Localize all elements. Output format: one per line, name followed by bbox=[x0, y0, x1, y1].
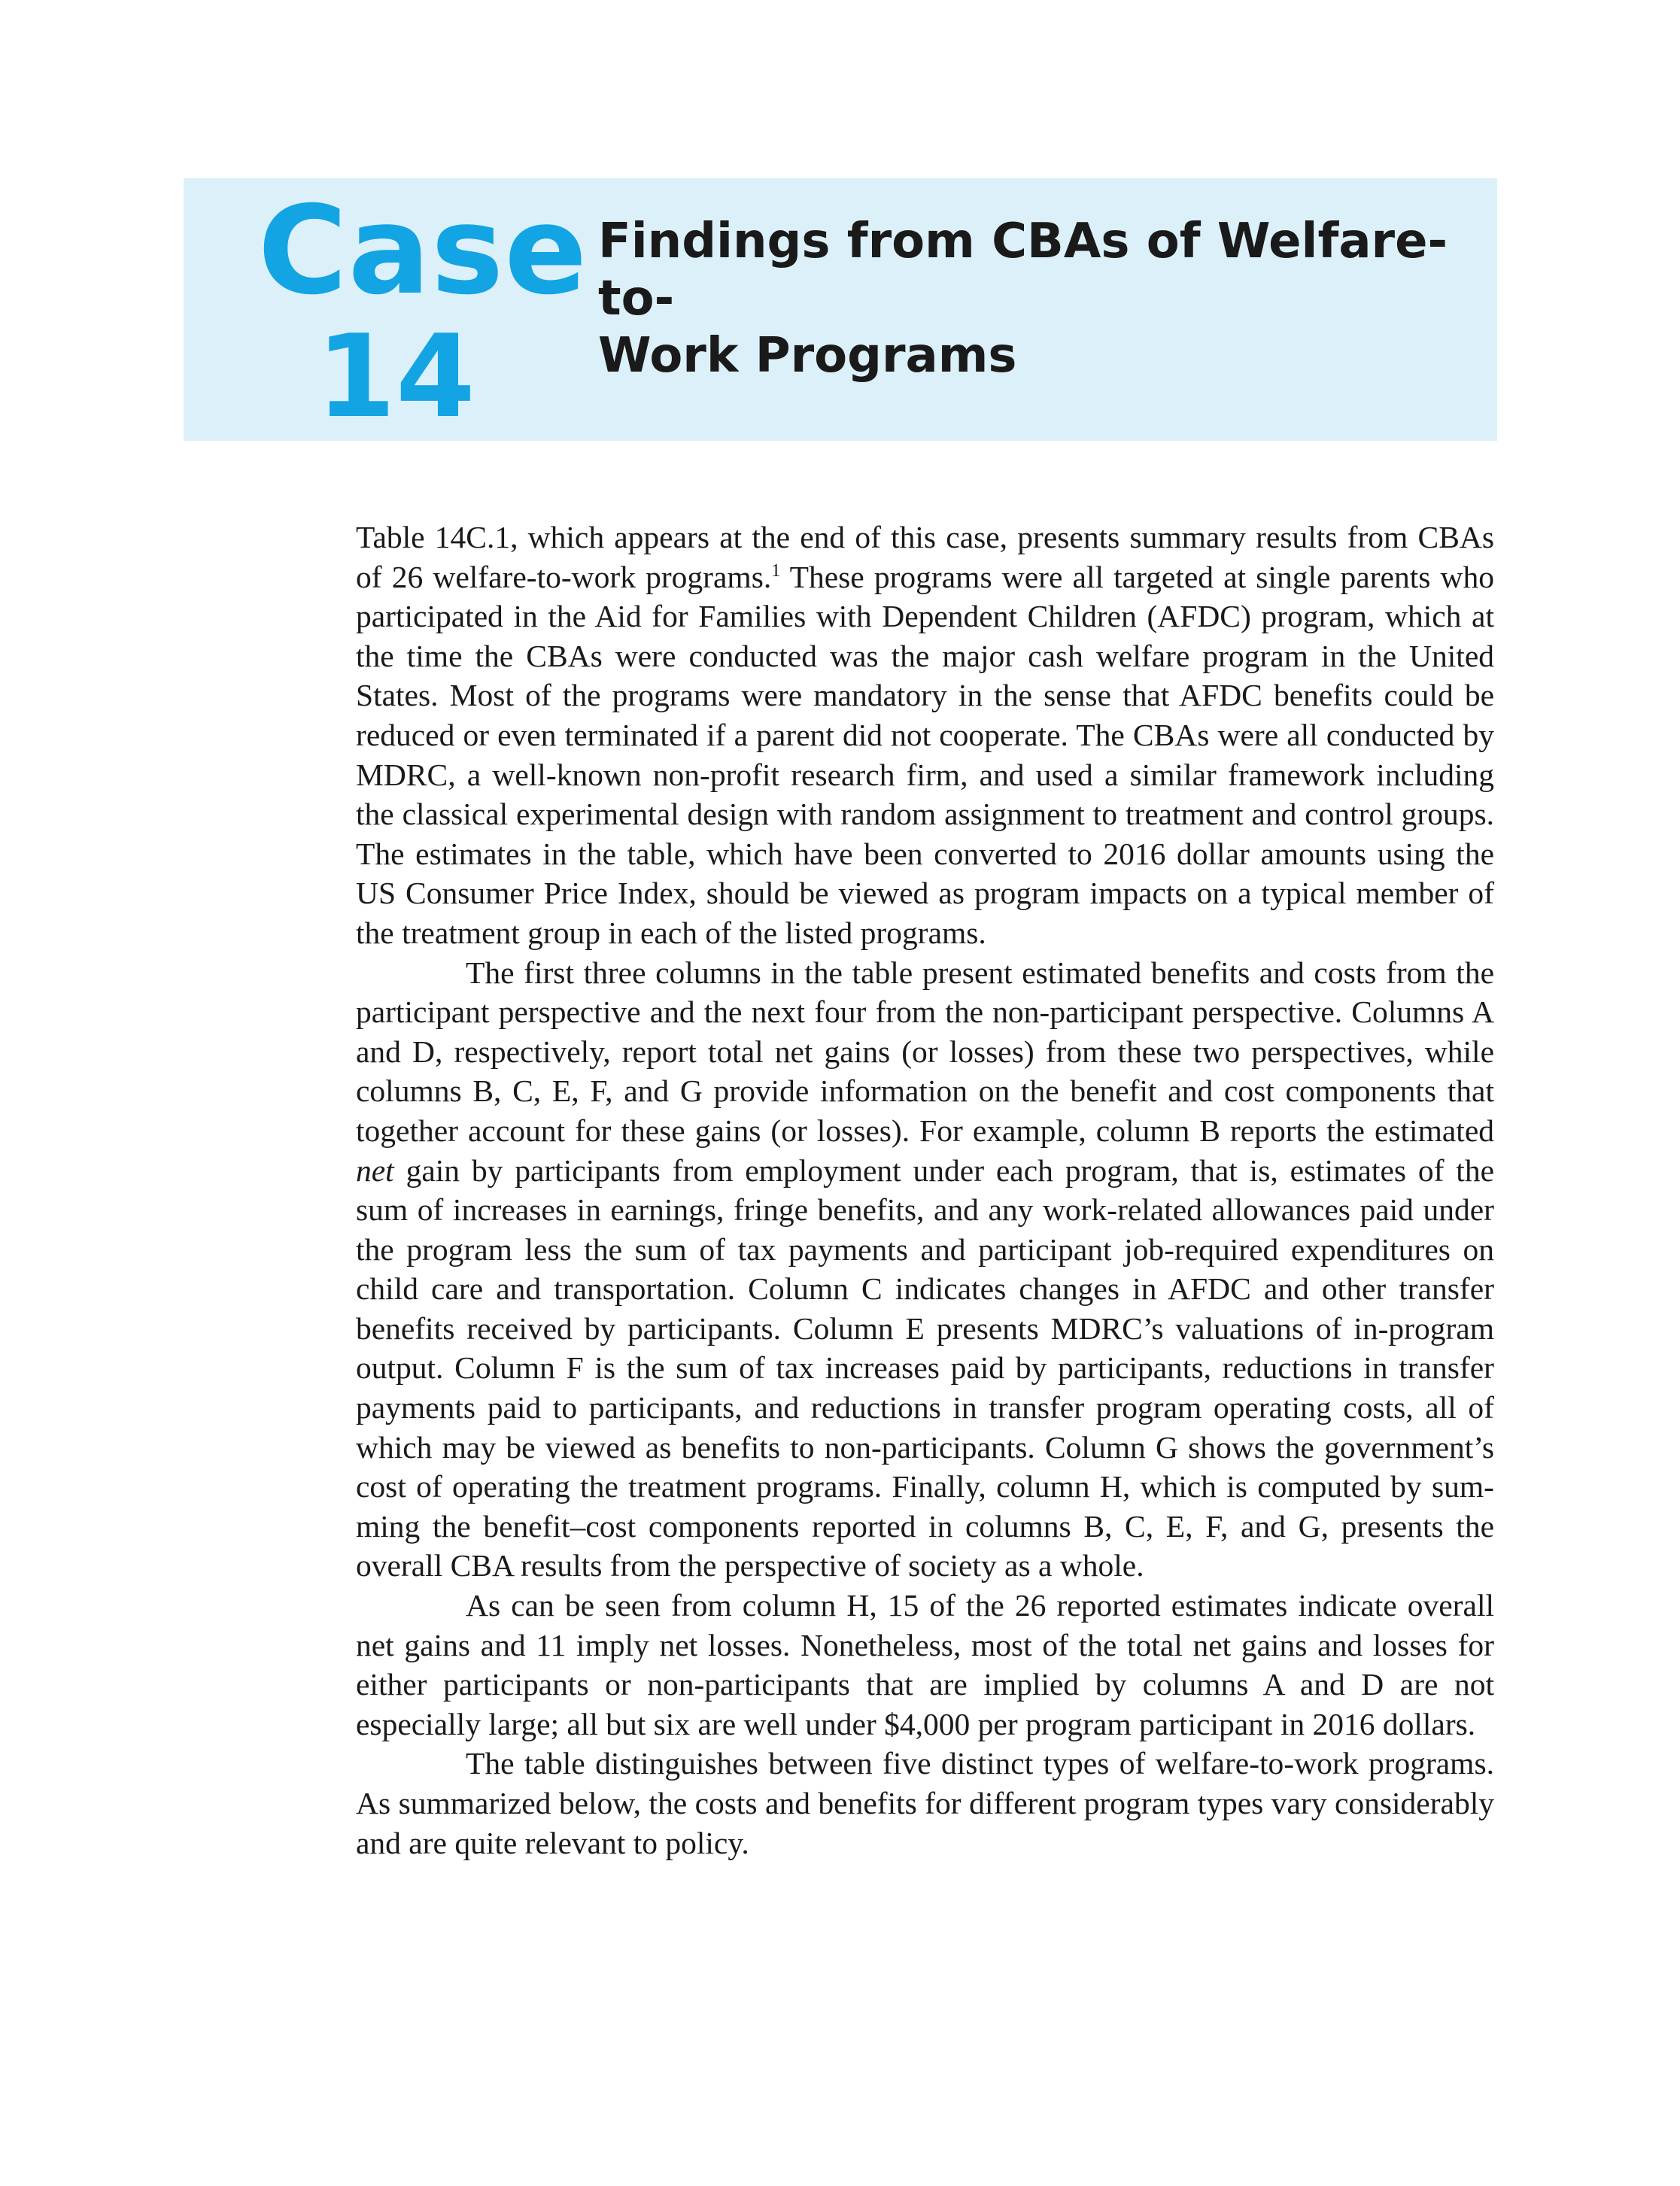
paragraph-4: The table distinguishes between five distinct types of welfare-to-work programs. As summarized below, the costs and benefits for different program types vary considerably and are quite relevant to policy. bbox=[356, 1746, 1494, 1860]
case-label: Case bbox=[257, 181, 588, 322]
chapter-title-line-1: Findings from CBAs of Welfare-to- bbox=[598, 214, 1448, 326]
body-text bbox=[356, 518, 1494, 1863]
case-number: 14 bbox=[316, 310, 475, 443]
footnote-marker[interactable]: 1 bbox=[771, 560, 781, 581]
case-label-block bbox=[257, 181, 593, 443]
chapter-title bbox=[598, 213, 1486, 384]
paragraph-1-lead: Table 14C.1, which appears at the end of this case, presents summary results from CBAs of 26 welfare-to-work programs. bbox=[356, 520, 1494, 594]
paragraph-2-lead: The first three columns in the table present estimated benefits and costs from the participant perspective and the next four from the non-participant perspective. Columns A and D, respectively, report total net gains (or losses) from these two perspectives, while columns B, C, E, F, and G provide information on the benefit and cost components that together account for these gains (or losses). For example, column B reports the estimated bbox=[356, 955, 1494, 1148]
paragraph-3: As can be seen from column H, 15 of the 26 reported estimates indicate overall net gains and 11 imply net losses. Nonetheless, most of the total net gains and losses for either participants or non-participants that are implied by columns A and D are not especially large; all but six are well under $4,000 per program participant in 2016 dollars. bbox=[356, 1588, 1494, 1741]
paragraph-2 bbox=[356, 953, 1494, 1586]
paragraph-1 bbox=[356, 518, 1494, 953]
paragraph-1-rest: These programs were all targeted at single parents who participated in the Aid for Families with Dependent Children (AFDC) program, which at the time the CBAs were conducted was the major cash welfare program in the United States. Most of the programs were mandatory in the sense that AFDC benefits could be reduced or even terminated if a parent did not cooperate. The CBAs were all conducted by MDRC, a well-known non-profit research firm, and used a similar framework including the classical experimental design with random assignment to treatment and control groups. The estimates in the table, which have been converted to 2016 dollar amounts using the US Consumer Price Index, should be viewed as program impacts on a typical member of the treatment group in each of the listed programs. bbox=[356, 559, 1495, 950]
emphasis-net: net bbox=[356, 1152, 394, 1188]
chapter-title-line-2: Work Programs bbox=[598, 328, 1017, 384]
paragraph-2-rest: gain by participants from employment under each program, that is, estimates of the sum of increases in earnings, fringe benefits, and any work-related allowances paid under the program less the sum of tax payments and participant job-required expenditures on child care and transportation. Column C indicates changes in AFDC and other transfer benefits received by participants. Column E presents MDRC’s valuations of in-program output. Column F is the sum of tax increases paid by participants, reductions in transfer payments paid to participants, and reductions in transfer program operating costs, all of which may be viewed as benefits to non-participants. Column G shows the government’s cost of operating the treatment programs. Finally, column H, which is computed by summing the benefit–cost components reported in columns B, C, E, F, and G, presents the overall CBA results from the perspective of society as a whole. bbox=[356, 1152, 1494, 1583]
